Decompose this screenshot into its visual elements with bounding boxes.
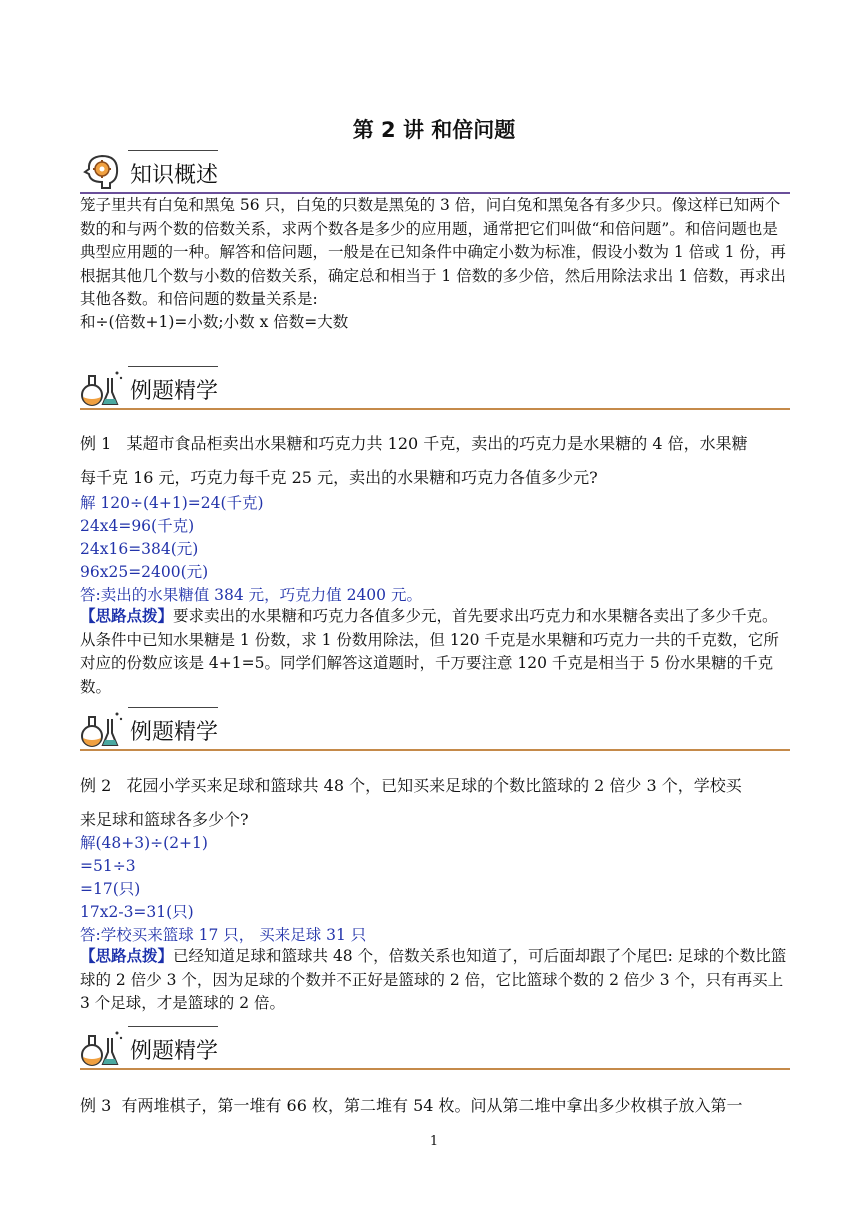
example-2-solution-step-3: =17(只) — [80, 880, 141, 898]
section-divider — [80, 408, 790, 410]
section-divider — [80, 1068, 790, 1070]
example-3-question-text: 有两堆棋子，第一堆有 66 枚，第二堆有 54 枚。问从第二堆中拿出多少枚棋子放入第一 — [121, 1096, 743, 1115]
section-title-example: 例题精学 — [130, 1039, 219, 1064]
example-2-question-line-2: 来足球和篮球各多少个? — [80, 810, 249, 829]
example-1-question-text: 某超市食品柜卖出水果糖和巧克力共 120 千克，卖出的巧克力是水果糖的 4 倍，水果糖 — [126, 434, 748, 453]
example-2-label: 例 2 — [80, 776, 112, 795]
example-1-hint — [80, 604, 792, 699]
header-top-rule — [128, 1026, 218, 1027]
section-title-overview: 知识概述 — [130, 163, 219, 188]
section-header-example-3 — [80, 1026, 790, 1070]
header-top-rule — [128, 150, 218, 151]
example-3-question-line-1 — [80, 1095, 743, 1117]
example-2-solution-step-2: =51÷3 — [80, 857, 136, 875]
example-2-hint — [80, 944, 792, 1016]
page-title: 第 2 讲 和倍问题 — [352, 118, 516, 142]
header-top-rule — [128, 707, 218, 708]
example-2-question-line-1 — [80, 775, 742, 797]
hint-label: 【思路点拨】 — [80, 606, 174, 625]
section-divider — [80, 749, 790, 751]
example-1-solution-step-3: 24x16=384(元) — [80, 540, 199, 558]
example-2-solution-step-1: 解(48+3)÷(2+1) — [80, 834, 208, 852]
hint-text: 要求卖出的水果糖和巧克力各值多少元，首先要求出巧克力和水果糖各卖出了多少千克。从条件中已知水果糖是 1 份数，求 1 份数用除法，但 120 千克是水果糖和巧克力一共的千克数，它所对应的份数应该是 4+1=5。同学们解答这道题时，千万要注意 120 千克是相当于 5 份水果糖的千克数。 — [80, 607, 779, 696]
example-1-solution-step-2: 24x4=96(千克) — [80, 517, 195, 535]
section-title-example: 例题精学 — [130, 720, 219, 745]
overview-paragraph: 笼子里共有白兔和黑兔 56 只，白兔的只数是黑兔的 3 倍，问白兔和黑兔各有多少只。像这样已知两个数的和与两个数的倍数关系，求两个数各是多少的应用题，通常把它们叫做“和倍问题”。和倍问题也是典型应用题的一种。解答和倍问题，一般是在已知条件中确定小数为标准，假设小数为 1 倍或 1 份，再根据其他几个数与小数的倍数关系，确定总和相当于 1 倍数的多少倍，然后用除法求出 1 倍数，再求出其他各数。和倍问题的数量关系是: — [80, 196, 786, 308]
section-header-example-1 — [80, 366, 790, 410]
example-1-solution-step-4: 96x25=2400(元) — [80, 563, 209, 581]
flask-icon — [80, 1028, 124, 1068]
example-2-solution-step-4: 17x2-3=31(只) — [80, 903, 194, 921]
section-header-example-2 — [80, 707, 790, 751]
example-1-solution-step-1: 解 120÷(4+1)=24(千克) — [80, 494, 264, 512]
brain-head-icon — [80, 152, 124, 192]
example-2-answer: 答:学校买来篮球 17 只， 买来足球 31 只 — [80, 926, 367, 944]
page-number: 1 — [429, 1134, 439, 1149]
hint-label: 【思路点拨】 — [80, 946, 174, 965]
overview-formula: 和÷(倍数+1)=小数;小数 x 倍数=大数 — [80, 313, 349, 331]
flask-icon — [80, 709, 124, 749]
example-3-label: 例 3 — [80, 1096, 112, 1115]
section-title-example: 例题精学 — [130, 379, 219, 404]
hint-text: 已经知道足球和篮球共 48 个，倍数关系也知道了，可后面却跟了个尾巴: 足球的个数比篮球的 2 倍少 3 个，因为足球的个数并不正好是篮球的 2 倍，它比篮球个数的 2 倍少 3 个，只有再买上 3 个足球，才是篮球的 2 倍。 — [80, 947, 787, 1012]
example-1-answer: 答:卖出的水果糖值 384 元，巧克力值 2400 元。 — [80, 586, 422, 604]
example-1-label: 例 1 — [80, 434, 112, 453]
example-1-question-line-1 — [80, 433, 748, 455]
section-header-overview — [80, 150, 790, 194]
example-2-question-text: 花园小学买来足球和篮球共 48 个，已知买来足球的个数比篮球的 2 倍少 3 个，学校买 — [126, 776, 742, 795]
header-top-rule — [128, 366, 218, 367]
flask-icon — [80, 368, 124, 408]
example-1-question-line-2: 每千克 16 元，巧克力每千克 25 元，卖出的水果糖和巧克力各值多少元? — [80, 468, 598, 487]
